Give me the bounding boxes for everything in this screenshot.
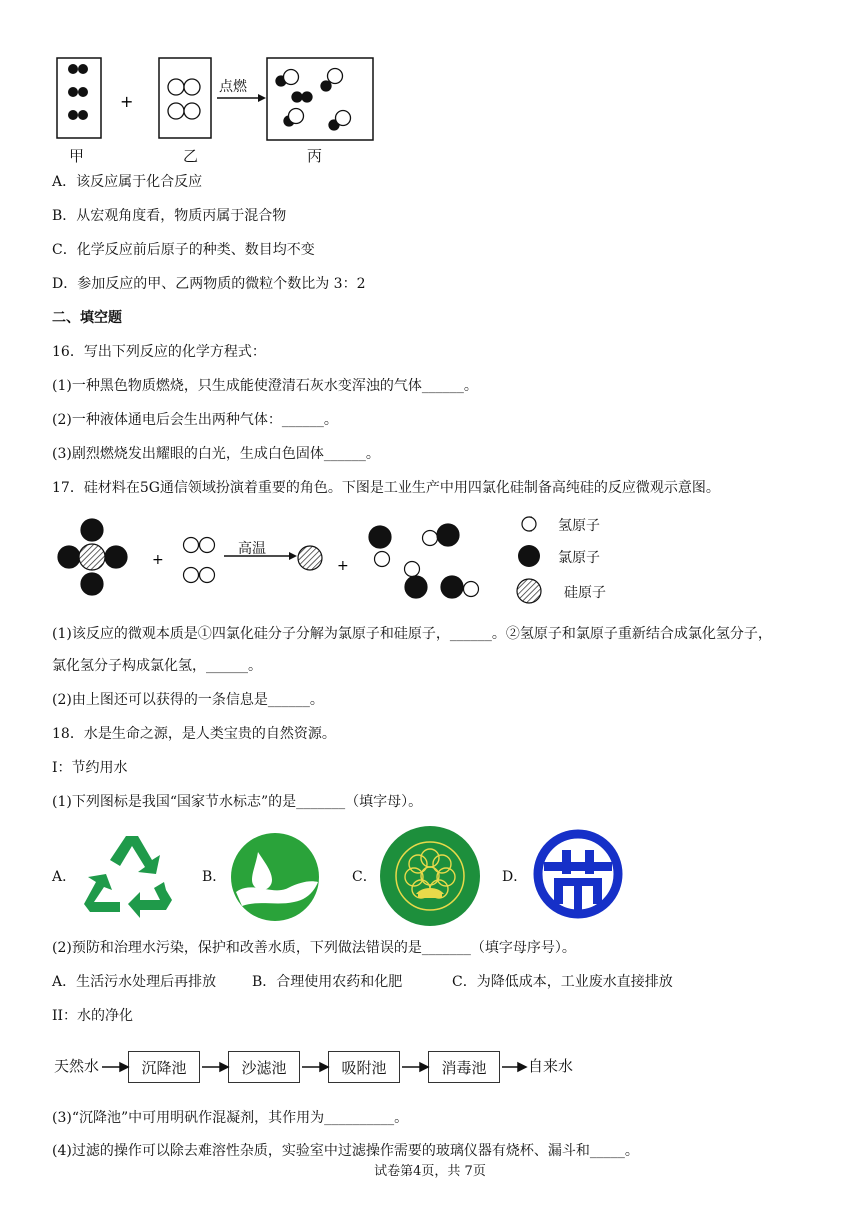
legend-chlorine-icon [518, 545, 540, 567]
yi-molecules [168, 79, 200, 119]
q18-item-4: (4)过滤的操作可以除去难溶性杂质，实验室中过滤操作需要的玻璃仪器有烧杯、漏斗和_____。 [52, 1143, 639, 1159]
hcl-molecules [369, 524, 479, 598]
plus-sign-1: + [120, 92, 134, 111]
label-yi: 乙 [183, 147, 199, 165]
icon-option-b-letter: B． [202, 869, 227, 885]
q17-item-1-line-2: 氯化氢分子构成氯化氢，______。 [52, 658, 262, 674]
q18-item-1: (1)下列图标是我国“国家节水标志”的是_______（填字母）。 [52, 794, 423, 810]
q17-item-2: (2)由上图还可以获得的一条信息是______。 [52, 692, 324, 708]
flow-box-disinfection: 消毒池 [428, 1051, 500, 1083]
plus-sign-3: + [337, 558, 349, 574]
q18-stem: 18．水是生命之源，是人类宝贵的自然资源。 [52, 726, 336, 742]
legend-silicon: 硅原子 [564, 585, 606, 601]
q16-stem: 16．写出下列反应的化学方程式： [52, 344, 266, 360]
h2-molecules [184, 538, 215, 583]
flow-tap-water: 自来水 [528, 1057, 574, 1075]
q18-item-2-option-b: B．合理使用农药和化肥 [252, 974, 403, 990]
section-title: 二、填空题 [52, 310, 122, 326]
q18-part-2: II：水的净化 [52, 1008, 134, 1024]
icon-option-c-letter: C． [352, 869, 377, 885]
q18-item-2: (2)预防和治理水污染，保护和改善水质，下列做法错误的是_______（填字母序号）。 [52, 940, 576, 956]
q17-stem: 17．硅材料在5G通信领域扮演着重要的角色。下图是工业生产中用四氯化硅制备高纯硅的反应微观示意图。 [52, 480, 720, 496]
reaction-diagram-2 [52, 512, 532, 608]
bing-molecules [276, 69, 351, 131]
q17-item-1-line-1: (1)该反应的微观本质是①四氯化硅分子分解为氯原子和硅原子，______。②氢原子和氯原子重新结合成氯化氢分子， [52, 626, 772, 642]
box-yi [159, 58, 211, 138]
water-drop-icon [228, 830, 322, 924]
q18-item-3: (3)“沉降池”中可用明矾作混凝剂，其作用为__________。 [52, 1110, 409, 1126]
q16-item-2: (2)一种液体通电后会生出两种气体：______。 [52, 412, 338, 428]
sicl4-molecule [58, 519, 127, 595]
jia-molecules [68, 64, 88, 120]
arrow-label-ignite: 点燃 [219, 79, 247, 95]
legend-hydrogen: 氢原子 [558, 518, 600, 534]
flow-box-adsorption: 吸附池 [328, 1051, 400, 1083]
flow-arrows [0, 1057, 560, 1077]
flow-natural-water: 天然水 [54, 1057, 100, 1075]
q18-item-2-option-a: A．生活污水处理后再排放 [52, 974, 217, 990]
q16-item-3: (3)剧烈燃烧发出耀眼的白光，生成白色固体______。 [52, 446, 380, 462]
si-atom-product [298, 546, 322, 570]
icon-option-d-letter: D． [502, 869, 528, 885]
q16-item-1: (1)一种黑色物质燃烧，只生成能使澄清石灰水变浑浊的气体______。 [52, 378, 478, 394]
recycle-icon [80, 830, 180, 920]
legend-silicon-icon [517, 579, 541, 603]
legend-hydrogen-icon [522, 517, 536, 531]
q15-option-d: D．参加反应的甲、乙两物质的微粒个数比为 3：2 [52, 276, 366, 292]
box-bing [267, 58, 373, 140]
arrow-label-high-temp: 高温 [238, 541, 266, 557]
blue-water-logo-icon [530, 826, 626, 922]
q18-item-2-option-c: C．为降低成本，工业废水直接排放 [452, 974, 673, 990]
label-bing: 丙 [307, 147, 323, 165]
flow-box-sand-filter: 沙滤池 [228, 1051, 300, 1083]
legend-chlorine: 氯原子 [558, 550, 600, 566]
q15-option-c: C．化学反应前后原子的种类、数目均不变 [52, 242, 315, 258]
legend-icons [515, 512, 555, 608]
plus-sign-2: + [152, 552, 164, 568]
q18-part-1: I：节约用水 [52, 760, 128, 776]
flow-box-sedimentation: 沉降池 [128, 1051, 200, 1083]
q15-option-a: A．该反应属于化合反应 [52, 174, 203, 190]
label-jia: 甲 [69, 147, 85, 165]
reaction-diagram-1 [52, 52, 382, 170]
environmental-label-icon [378, 824, 482, 928]
page-footer: 试卷第4页，共 7页 [374, 1164, 486, 1179]
q15-option-b: B．从宏观角度看，物质丙属于混合物 [52, 208, 287, 224]
icon-option-a-letter: A． [52, 869, 77, 885]
